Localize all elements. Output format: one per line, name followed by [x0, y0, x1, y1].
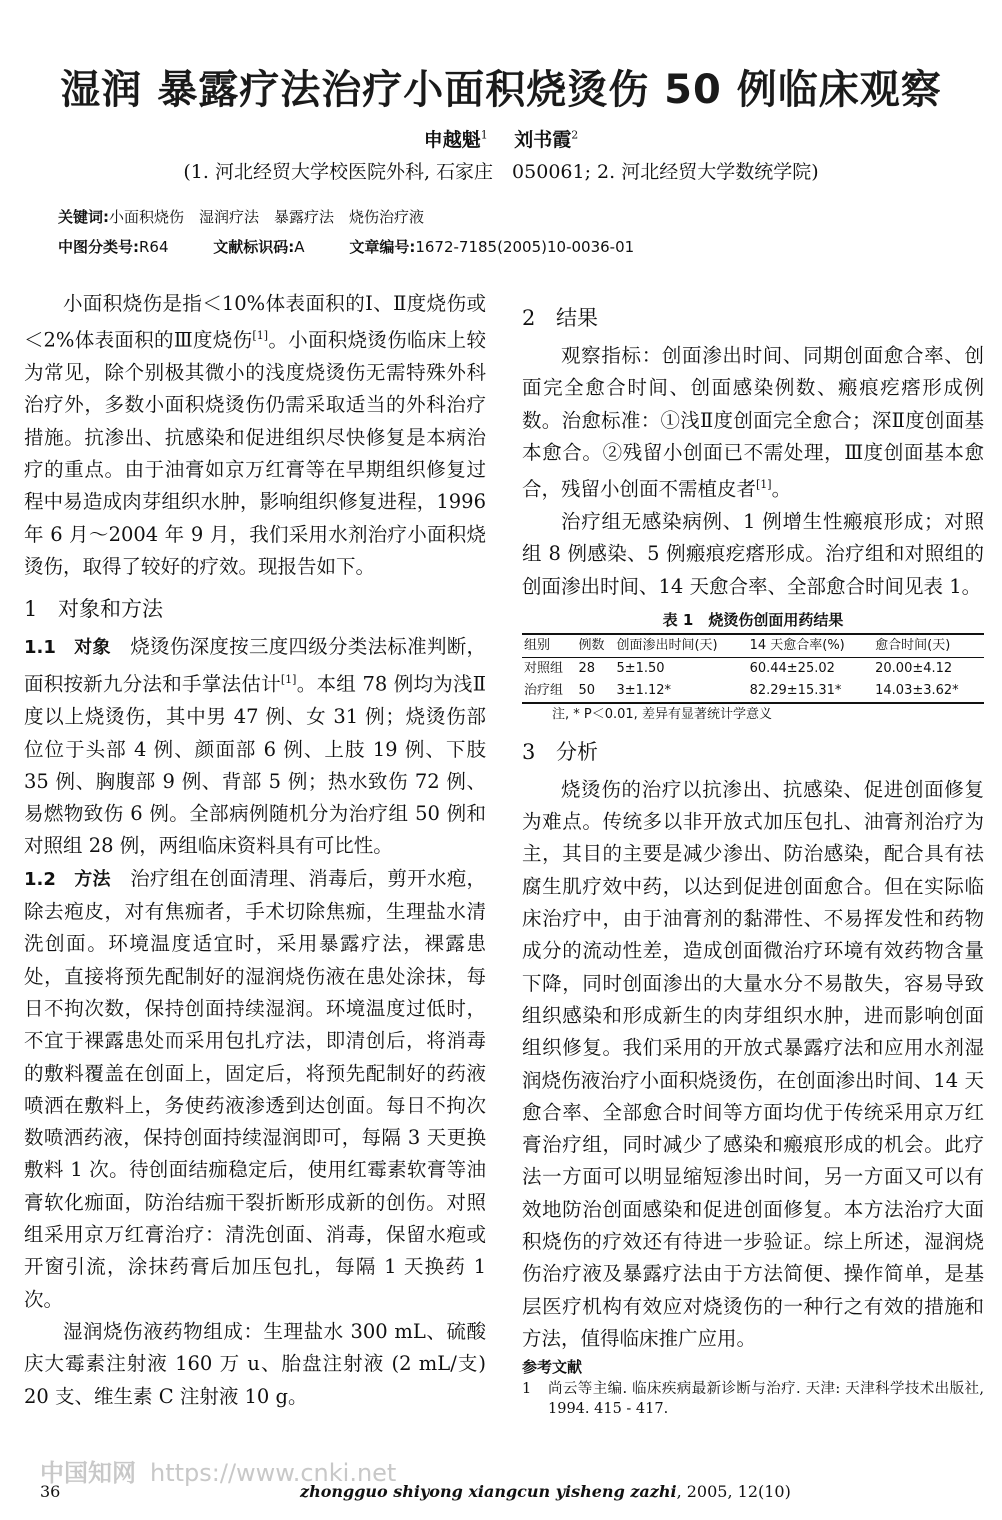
table-cell: 20.00±4.12: [875, 660, 953, 676]
intro-paragraph: 小面积烧伤是指＜10%体表面积的Ⅰ、Ⅱ度烧伤或＜2%体表面积的Ⅲ度烧伤[1]。小面积烧烫伤临床上较为常见，除个别极其微小的浅度烧烫伤无需特殊外科治疗外，多数小面积烧烫伤仍需采取适当的外科治疗措施。抗渗出、抗感染和促进组织尽快修复是本病治疗的重点。由于油膏如京万红膏等在早期组织修复过程中易造成肉芽组织水肿，影响组织修复进程，1996 年 6 月～2004 年 9 月，我们采用水剂治疗小面积烧烫伤，取得了较好的疗效。现报告如下。: [24, 292, 486, 578]
journal-name: zhongguo shiyong xiangcun yisheng zazhi: [300, 1482, 677, 1501]
results-paragraph-1: 观察指标：创面渗出时间、同期创面愈合率、创面完全愈合时间、创面感染例数、瘢痕疙瘩形成例数。治愈标准：①浅Ⅱ度创面完全愈合；深Ⅱ度创面基本愈合。②残留小创面已不需处理，Ⅲ度创面基本愈合，残留小创面不需植皮者[1]。: [522, 344, 984, 501]
table-cell: 3±1.12*: [616, 682, 672, 698]
table-header-cell: 14 天愈合率(%): [749, 637, 845, 653]
author-line: [0, 125, 1002, 152]
article-number-label: 文章编号:: [349, 238, 416, 256]
table-row: [522, 657, 984, 680]
section-heading-analysis: 3 分析: [522, 739, 598, 764]
reference-number: 1: [522, 1381, 532, 1398]
affiliation: (1. 河北经贸大学校医院外科, 石家庄 050061; 2. 河北经贸大学数统学院): [183, 161, 819, 183]
keywords-value: 小面积烧伤 湿润疗法 暴露疗法 烧伤治疗液: [109, 208, 425, 226]
author-name: 申越魁: [423, 129, 481, 151]
subsection-subjects: 1.1 对象 烧烫伤深度按三度四级分类法标准判断，面积按新九分法和手掌法估计[1]。本组 78 例均为浅Ⅱ度以上烧烫伤，其中男 47 例、女 31 例；烧烫伤部位位于头部 4 例、颜面部 6 例、上肢 19 例、下肢 35 例、胸腹部 9 例、背部 5 例；热水致伤 72 例、易燃物致伤 6 例。全部病例随机分为治疗组 50 例和对照组 28 例，两组临床资料具有可比性。: [24, 635, 486, 858]
classification-line: [58, 236, 634, 257]
clc-value: R64: [139, 238, 169, 256]
table-header-cell: 组别: [524, 637, 551, 653]
table-cell: 50: [578, 682, 595, 698]
author-affil-marker: 1: [480, 128, 488, 142]
results-table: [522, 633, 984, 704]
article-title: 湿润 暴露疗法治疗小面积烧烫伤 50 例临床观察: [60, 67, 942, 113]
reference-item: [522, 1379, 984, 1419]
citation-ref: [1]: [756, 478, 772, 492]
table-cell: 28: [578, 660, 595, 676]
table-note: 注, * P＜0.01, 差异有显著统计学意义: [552, 706, 772, 722]
table-header-cell: 创面渗出时间(天): [616, 637, 718, 653]
results-paragraph-2: 治疗组无感染病例、1 例增生性瘢痕形成；对照组 8 例感染、5 例瘢痕疙瘩形成。治疗组和对照组的创面渗出时间、14 天愈合率、全部愈合时间见表 1。: [522, 509, 984, 598]
table-cell: 60.44±25.02: [749, 660, 835, 676]
table-cell: 5±1.50: [616, 660, 665, 676]
results-table-block: [522, 607, 984, 726]
right-column: [522, 288, 984, 1419]
citation-ref: [1]: [280, 673, 297, 687]
references-heading: 参考文献: [522, 1358, 583, 1377]
subsection-methods: 1.2 方法 治疗组在创面清理、消毒后，剪开水疱，除去疱皮，对有焦痂者，手术切除焦痂，生理盐水清洗创面。环境温度适宜时，采用暴露疗法，裸露患处，直接将预先配制好的湿润烧伤液在患处涂抹，每日不拘次数，保持创面持续湿润。环境温度过低时，不宜于裸露患处而采用包扎疗法，即清创后，将消毒的敷料覆盖在创面上，固定后，将预先配制好的药液喷洒在敷料上，务使药液渗透到达创面。每日不拘次数喷洒药液，保持创面持续湿润即可，每隔 3 天更换敷料 1 次。待创面结痂稳定后，使用红霉素软膏等油膏软化痂面，防治结痂干裂折断形成新的创伤。对照组采用京万红膏治疗：清洗创面、消毒，保留水疱或开窗引流，涂抹药膏后加压包扎，每隔 1 天换药 1 次。: [24, 866, 486, 1311]
formula-paragraph: 湿润烧伤液药物组成：生理盐水 300 mL、硫酸庆大霉素注射液 160 万 u、胎盘注射液 (2 mL/支) 20 支、维生素 C 注射液 10 g。: [24, 1319, 486, 1408]
keywords-label: 关键词:: [58, 208, 109, 226]
table-header-cell: 例数: [578, 637, 605, 653]
section-heading-results: 2 结果: [522, 306, 598, 330]
page-number: 36: [40, 1482, 61, 1501]
left-column: [24, 288, 486, 1413]
journal-footer: [300, 1482, 791, 1501]
watermark-url: https://www.cnki.net: [150, 1459, 397, 1487]
watermark-brand: 中国知网: [40, 1459, 136, 1487]
doc-code-label: 文献标识码:: [213, 238, 295, 256]
table-cell: 治疗组: [524, 682, 564, 698]
keywords-line: [58, 206, 424, 227]
table-row: [522, 680, 984, 703]
table-cell: 14.03±3.62*: [875, 682, 959, 698]
citation-ref: [1]: [252, 329, 268, 343]
author-name: 刘书霞: [514, 129, 572, 151]
journal-issue: , 2005, 12(10): [676, 1482, 791, 1501]
reference-text: 尚云等主编. 临床疾病最新诊断与治疗. 天津: 天津科学技术出版社, 1994. 415 - 417.: [548, 1381, 984, 1418]
table-header-row: [522, 634, 984, 658]
table-cell: 对照组: [524, 660, 564, 676]
doc-code-value: A: [294, 238, 305, 256]
table-cell: 82.29±15.31*: [749, 682, 842, 698]
analysis-paragraph: 烧烫伤的治疗以抗渗出、抗感染、促进创面修复为难点。传统多以非开放式加压包扎、油膏剂治疗为主，其目的主要是减少渗出、防治感染，配合具有祛腐生肌疗效中药，以达到促进创面愈合。但在实际临床治疗中，由于油膏剂的黏滞性、不易挥发性和药物成分的流动性差，造成创面微治疗环境有效药物含量下降，同时创面渗出的大量水分不易散失，容易导致组织感染和形成新生的肉芽组织水肿，进而影响创面组织修复。我们采用的开放式暴露疗法和应用水剂湿润烧伤液治疗小面积烧烫伤，在创面渗出时间、14 天愈合率、全部愈合时间等方面均优于传统采用京万红膏治疗组，同时减少了感染和瘢痕形成的机会。此疗法一方面可以明显缩短渗出时间，另一方面又可以有效地防治创面感染和促进创面修复。本方法治疗大面积烧伤的疗效还有待进一步验证。综上所述，湿润烧伤治疗液及暴露疗法由于方法简便、操作简单，是基层医疗机构有效应对烧烫伤的一种行之有效的措施和方法，值得临床推广应用。: [522, 777, 984, 1350]
article-number-value: 1672-7185(2005)10-0036-01: [415, 238, 635, 256]
table-caption: 表 1 烧烫伤创面用药结果: [662, 610, 844, 629]
table-header-cell: 愈合时间(天): [875, 637, 951, 653]
author-affil-marker: 2: [571, 128, 579, 142]
clc-label: 中图分类号:: [58, 238, 139, 256]
section-heading-methods: 1 对象和方法: [24, 597, 163, 622]
